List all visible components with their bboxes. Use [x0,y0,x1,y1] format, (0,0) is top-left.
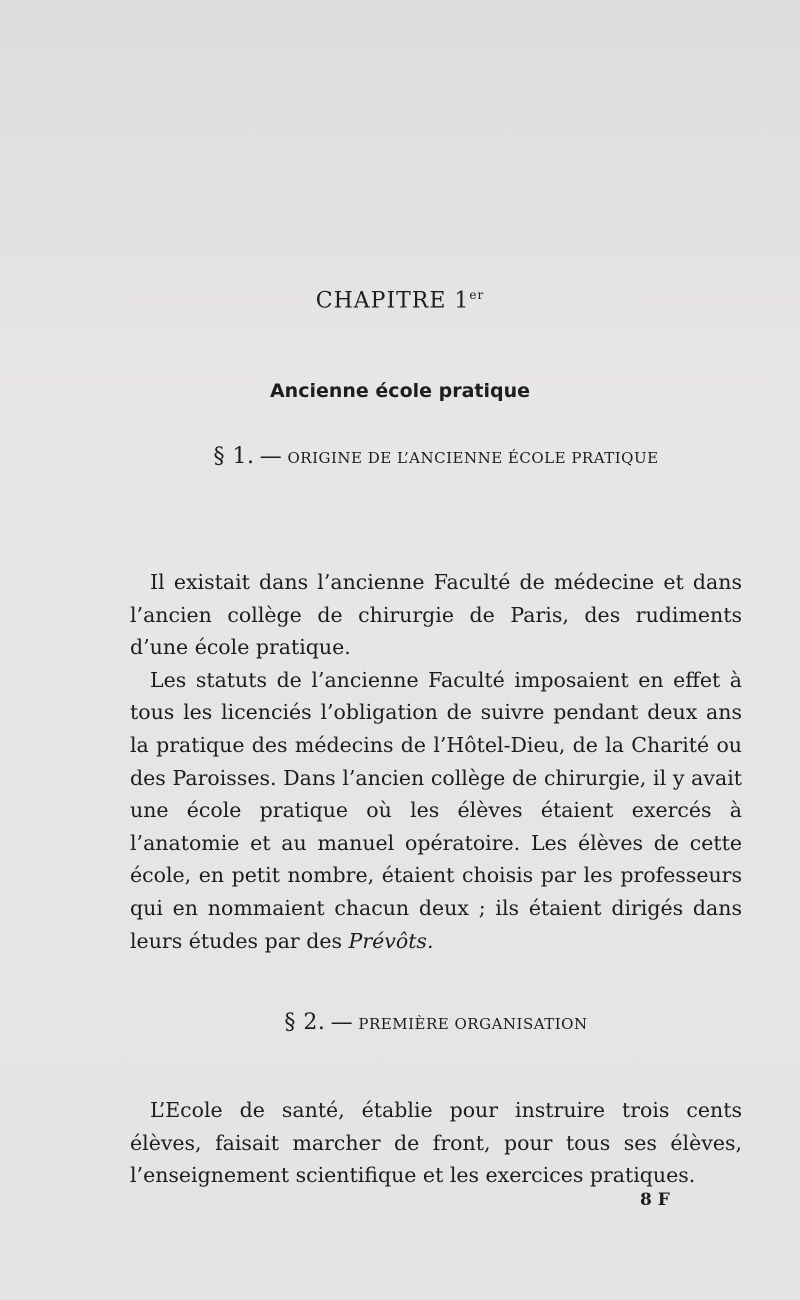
section-2-title: PREMIÈRE ORGANISATION [358,1015,588,1033]
section-1-heading [130,444,742,469]
paragraph [130,664,742,957]
section-1-body [130,566,742,957]
paragraph: L’Ecole de santé, établie pour instruire trois cents élèves, faisait marcher de front, pour tous ses élèves, l’enseignement scientifique et les exercices pratiques. [130,1098,742,1188]
section-2-dash: — [330,1010,354,1035]
section-2-body [130,1094,742,1192]
chapter-heading [0,288,800,313]
section-1-dash: — [259,444,283,469]
paragraph: Il existait dans l’ancienne Faculté de médecine et dans l’ancien collège de chirurgie de Paris, des rudiments d’une école pratique. [130,570,742,660]
section-2-heading [130,1010,742,1035]
chapter-subtitle: Ancienne école pratique [269,380,531,402]
printer-signature: 8 F [640,1190,670,1210]
section-1-title: ORIGINE DE L’ANCIENNE ÉCOLE PRATIQUE [287,449,659,467]
chapter-title: CHAPITRE 1 [315,288,470,314]
section-2-number: § 2. [284,1010,326,1035]
section-1-number: § 1. [213,444,255,469]
chapter-ordinal: er [469,288,485,302]
prevots-term: Prévôts. [348,928,434,953]
paragraph-text: Les statuts de l’ancienne Faculté imposaient en effet à tous les licenciés l’obligation de suivre pendant deux ans la pratique des médecins de l’Hôtel-Dieu, de la Charité ou des Paroisses. Dans l’ancien collège de chirurgie, il y avait une école pratique où les élèves étaient exercés à l’anatomie et au manuel opératoire. Les élèves de cette école, en petit nombre, étaient choisis par les professeurs qui en nommaient chacun deux ; ils étaient dirigés dans leurs études par des [130,667,742,953]
